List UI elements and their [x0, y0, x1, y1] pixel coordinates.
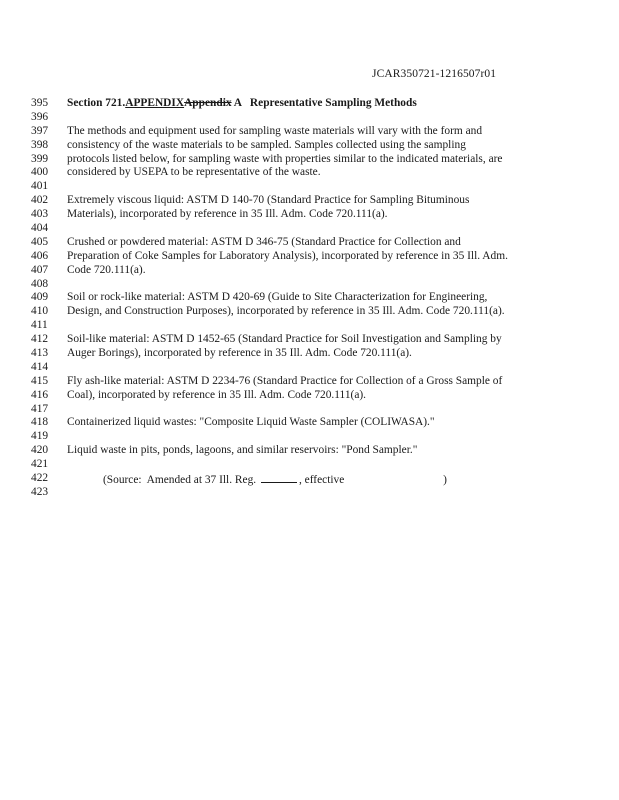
line-number: 417 — [31, 402, 49, 415]
effective-date-blank — [349, 472, 441, 483]
document-line — [0, 97, 619, 111]
document-line — [0, 375, 619, 389]
document-line — [0, 416, 619, 430]
register-page-blank — [261, 472, 297, 483]
document-line — [0, 278, 619, 292]
document-line — [0, 472, 619, 486]
line-number: 408 — [31, 277, 49, 290]
document-line — [0, 180, 619, 194]
line-text: Design, and Construction Purposes), incorporated by reference in 35 Ill. Adm. Code 720.111(a). — [67, 305, 505, 318]
document-line — [0, 194, 619, 208]
line-text: Crushed or powdered material: ASTM D 346-75 (Standard Practice for Collection and — [67, 235, 461, 248]
document-line — [0, 333, 619, 347]
document-line — [0, 153, 619, 167]
document-line — [0, 166, 619, 180]
line-number: 415 — [31, 374, 49, 387]
document-line — [0, 111, 619, 125]
document-line — [0, 125, 619, 139]
line-text: Preparation of Coke Samples for Laboratory Analysis), incorporated by reference in 35 Ill. Adm. — [67, 249, 508, 262]
document-line — [0, 305, 619, 319]
line-text: Extremely viscous liquid: ASTM D 140-70 (Standard Practice for Sampling Bituminous — [67, 194, 470, 207]
line-number: 414 — [31, 360, 49, 373]
line-text: consistency of the waste materials to be sampled. Samples collected using the sampling — [67, 138, 466, 151]
document-line — [0, 403, 619, 417]
line-number: 412 — [31, 333, 49, 346]
line-number: 423 — [31, 485, 49, 498]
line-number: 413 — [31, 347, 49, 360]
line-number: 406 — [31, 249, 49, 262]
document-line — [0, 139, 619, 153]
section-number: Section 721. — [67, 97, 126, 109]
document-line — [0, 389, 619, 403]
line-number: 403 — [31, 208, 49, 221]
line-number: 398 — [31, 138, 49, 151]
document-line — [0, 264, 619, 278]
line-number: 397 — [31, 124, 49, 137]
document-line — [0, 444, 619, 458]
line-text: considered by USEPA to be representative of the waste. — [67, 166, 321, 179]
line-number: 416 — [31, 388, 49, 401]
line-text: Code 720.111(a). — [67, 263, 146, 276]
source-note-middle: , effective — [298, 474, 348, 487]
line-text: Materials), incorporated by reference in 35 Ill. Adm. Code 720.111(a). — [67, 208, 388, 221]
source-note-prefix: (Source: Amended at 37 Ill. Reg. — [103, 474, 259, 487]
line-number: 395 — [31, 97, 49, 109]
line-number: 404 — [31, 222, 49, 235]
line-text: Containerized liquid wastes: "Composite Liquid Waste Sampler (COLIWASA)." — [67, 416, 435, 429]
line-number: 411 — [31, 319, 48, 332]
document-body — [0, 97, 619, 500]
document-line — [0, 319, 619, 333]
line-text: Liquid waste in pits, ponds, lagoons, and similar reservoirs: "Pond Sampler." — [67, 444, 418, 457]
line-number: 409 — [31, 291, 49, 304]
document-line — [0, 222, 619, 236]
document-line — [0, 361, 619, 375]
line-number: 405 — [31, 235, 49, 248]
line-text: Coal), incorporated by reference in 35 Ill. Adm. Code 720.111(a). — [67, 388, 367, 401]
line-number: 402 — [31, 194, 49, 207]
source-note-suffix: ) — [443, 474, 447, 487]
line-text: protocols listed below, for sampling waste with properties similar to the indicated materials, are — [67, 152, 503, 165]
line-text: Soil or rock-like material: ASTM D 420-69 (Guide to Site Characterization for Engineering, — [67, 291, 488, 304]
line-number: 399 — [31, 152, 49, 165]
line-text: The methods and equipment used for sampling waste materials will vary with the form and — [67, 124, 483, 137]
line-number: 401 — [31, 180, 49, 193]
document-code: JCAR350721-1216507r01 — [372, 68, 497, 80]
line-number: 410 — [31, 305, 49, 318]
document-line — [0, 291, 619, 305]
line-text: Auger Borings), incorporated by reference in 35 Ill. Adm. Code 720.111(a). — [67, 347, 412, 360]
line-number: 420 — [31, 444, 49, 457]
line-text: Fly ash-like material: ASTM D 2234-76 (Standard Practice for Collection of a Gross Sample of — [67, 374, 503, 387]
inserted-text: APPENDIX — [125, 97, 185, 109]
line-number: 400 — [31, 166, 49, 179]
line-number: 419 — [31, 430, 49, 443]
line-number: 396 — [31, 110, 49, 123]
document-line — [0, 250, 619, 264]
document-line — [0, 347, 619, 361]
line-number: 407 — [31, 263, 49, 276]
document-line — [0, 486, 619, 500]
line-text: Soil-like material: ASTM D 1452-65 (Standard Practice for Soil Investigation and Sampling by — [67, 333, 502, 346]
document-line — [0, 236, 619, 250]
line-number: 418 — [31, 416, 49, 429]
document-line — [0, 458, 619, 472]
document-line — [0, 208, 619, 222]
deleted-text: Appendix — [184, 97, 232, 109]
line-number: 422 — [31, 472, 49, 485]
heading-title: A Representative Sampling Methods — [231, 97, 417, 109]
section-heading — [67, 97, 417, 111]
line-number: 421 — [31, 458, 49, 471]
document-line — [0, 430, 619, 444]
